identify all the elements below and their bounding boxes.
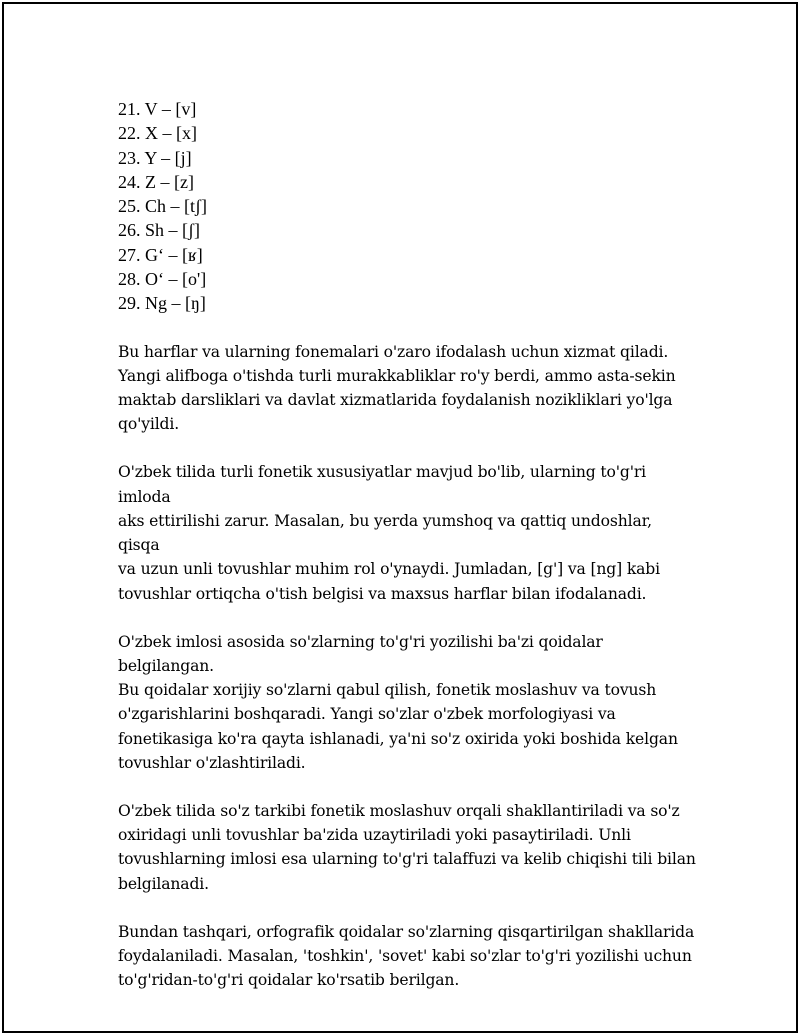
text-line: tovushlar o'zlashtiriladi. — [118, 753, 306, 772]
list-item: 26. Sh – [ʃ] — [118, 220, 200, 241]
text-line: to'g'ridan-to'g'ri qoidalar ko'rsatib berilgan. — [118, 971, 460, 990]
list-item: 23. Y – [j] — [118, 147, 192, 168]
text-line: aks ettirilishi zarur. Masalan, bu yerda yumshoq va qattiq undoshlar, qisqa — [118, 511, 652, 555]
document-content — [118, 97, 698, 1016]
list-item: 27. G‘ – [ʁ] — [118, 244, 203, 265]
paragraph-phonetic-features — [118, 460, 698, 605]
text-line: maktab darsliklari va davlat xizmatlarida foydalanish nozikliklari yo'lga — [118, 391, 673, 410]
text-line: O'zbek imlosi asosida so'zlarning to'g'ri yozilishi ba'zi qoidalar belgilangan. — [118, 632, 603, 675]
text-line: tovushlarning imlosi esa ularning to'g'ri talaffuzi va kelib chiqishi tili bilan — [118, 850, 696, 869]
paragraph-word-structure — [118, 799, 698, 896]
letter-list — [118, 97, 698, 316]
text-line: O'zbek tilida so'z tarkibi fonetik moslashuv orqali shakllantiriladi va so'z — [118, 801, 680, 820]
text-line: Bundan tashqari, orfografik qoidalar so'zlarning qisqartirilgan shakllarida — [118, 922, 695, 941]
text-line: tovushlar ortiqcha o'tish belgisi va maxsus harflar bilan ifodalanadi. — [118, 584, 647, 603]
text-line: belgilanadi. — [118, 874, 209, 893]
text-line: Bu qoidalar xorijiy so'zlarni qabul qilish, fonetik moslashuv va tovush — [118, 681, 657, 700]
list-item: 22. X – [x] — [118, 123, 197, 144]
paragraph-alphabet-transition — [118, 340, 698, 437]
text-line: O'zbek tilida turli fonetik xususiyatlar mavjud bo'lib, ularning to'g'ri imloda — [118, 463, 646, 506]
paragraph-abbreviations — [118, 920, 698, 993]
list-item: 21. V – [v] — [118, 99, 197, 119]
text-line: Bu harflar va ularning fonemalari o'zaro ifodalash uchun xizmat qiladi. — [118, 342, 669, 361]
list-item: 24. Z – [z] — [118, 171, 194, 192]
text-line: foydalaniladi. Masalan, 'toshkin', 'sovet' kabi so'zlar to'g'ri yozilishi uchun — [118, 946, 692, 965]
text-line: o'zgarishlarini boshqaradi. Yangi so'zlar o'zbek morfologiyasi va — [118, 705, 616, 724]
paragraph-spelling-rules — [118, 630, 698, 775]
list-item: 28. O‘ – [o'] — [118, 269, 207, 290]
text-line: qo'yildi. — [118, 415, 180, 434]
text-line: Yangi alifboga o'tishda turli murakkabliklar ro'y berdi, ammo asta-sekin — [118, 366, 676, 385]
text-line: fonetikasiga ko'ra qayta ishlanadi, ya'ni so'z oxirida yoki boshida kelgan — [118, 729, 678, 748]
text-line: va uzun unli tovushlar muhim rol o'ynaydi. Jumladan, [g'] va [ng] kabi — [118, 560, 660, 579]
list-item: 25. Ch – [tʃ] — [118, 196, 207, 217]
list-item: 29. Ng – [ŋ] — [118, 293, 206, 314]
text-line: oxiridagi unli tovushlar ba'zida uzaytiriladi yoki pasaytiriladi. Unli — [118, 826, 631, 845]
document-page — [2, 2, 798, 1033]
